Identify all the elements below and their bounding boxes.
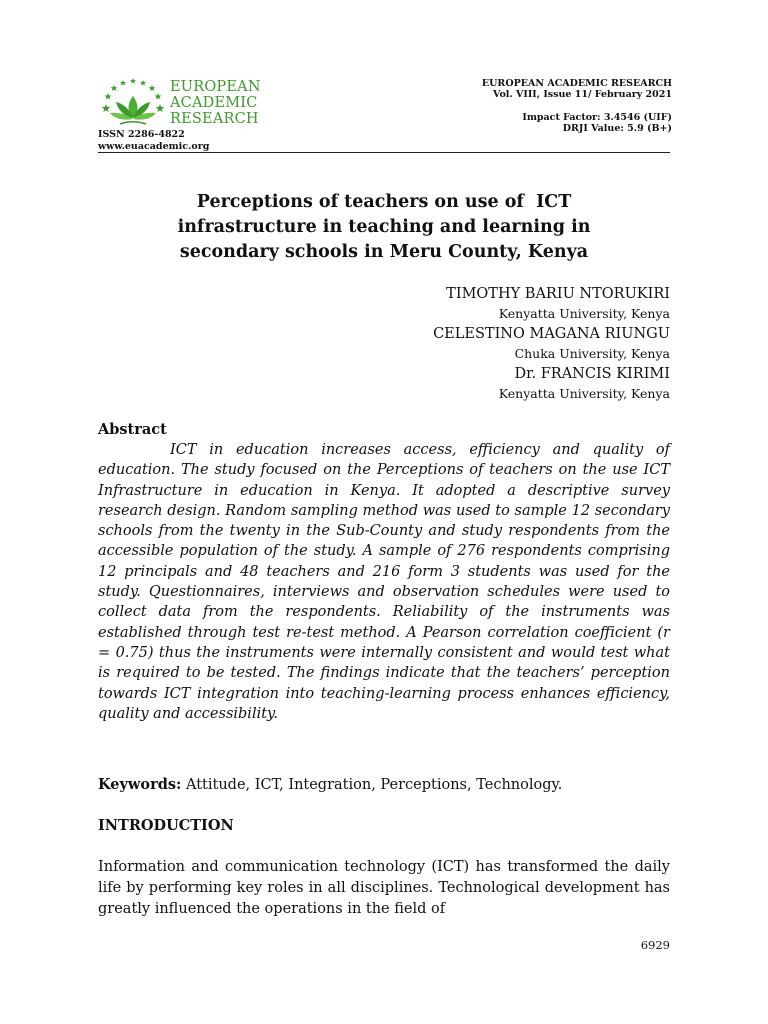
logo-line-2: ACADEMIC — [170, 95, 258, 111]
website-link[interactable]: www.euacademic.org — [98, 141, 210, 152]
logo-line-1: EUROPEAN — [170, 79, 261, 95]
drji-value: DRJI Value: 5.9 (B+) — [562, 123, 672, 134]
author-affiliation: Chuka University, Kenya — [514, 346, 670, 361]
author-name: CELESTINO MAGANA RIUNGU — [433, 326, 670, 342]
journal-info — [482, 78, 672, 134]
keywords-label: Keywords: — [98, 776, 182, 793]
impact-factor: Impact Factor: 3.4546 (UIF) — [522, 112, 672, 123]
page-header — [0, 0, 768, 160]
introduction-section — [98, 816, 670, 919]
keywords-text: Attitude, ICT, Integration, Perceptions, Technology. — [186, 777, 563, 793]
paper-title — [98, 190, 670, 265]
introduction-text: Information and communication technology (ICT) has transformed the daily life by performing key roles in all disciplines. Technological development has greatly influenced the operations in the field of — [98, 859, 670, 917]
author-list — [270, 284, 670, 404]
lotus-stars-icon — [98, 74, 168, 134]
title-line-3: secondary schools in Meru County, Kenya — [179, 242, 589, 262]
page-number: 6929 — [640, 938, 670, 952]
journal-issue: Vol. VIII, Issue 11/ February 2021 — [492, 89, 672, 100]
title-line-2: infrastructure in teaching and learning in — [177, 217, 591, 237]
keywords-line — [98, 775, 670, 795]
author-name: Dr. FRANCIS KIRIMI — [514, 366, 670, 382]
abstract-heading: Abstract — [98, 421, 167, 438]
journal-logo — [98, 74, 261, 134]
header-rule — [98, 152, 670, 153]
introduction-heading: INTRODUCTION — [98, 817, 234, 834]
author-affiliation: Kenyatta University, Kenya — [498, 386, 670, 401]
abstract-text: ICT in education increases access, efficiency and quality of education. The study focused on the Perceptions of teachers on the use ICT Infrastructure in education in Kenya. It adopted a descriptive survey research design. Random sampling method was used to sample 12 secondary schools from the twenty in the Sub-County and study respondents from the accessible population of the study. A sample of 276 respondents comprising 12 principals and 48 teachers and 216 form 3 students was used for the study. Questionnaires, interviews and observation schedules were used to collect data from the respondents. Reliability of the instruments was established through test re-test method. A Pearson correlation coefficient (r = 0.75) thus the instruments were internally consistent and would test what is required to be tested. The findings indicate that the teachers’ perception towards ICT integration into teaching-learning process enhances efficiency, quality and accessibility. — [98, 442, 670, 722]
issn: ISSN 2286-4822 — [98, 129, 185, 140]
author-affiliation: Kenyatta University, Kenya — [498, 306, 670, 321]
issn-block — [98, 129, 209, 153]
journal-name: EUROPEAN ACADEMIC RESEARCH — [481, 78, 672, 89]
abstract-section — [98, 420, 670, 724]
title-line-1: Perceptions of teachers on use of ICT — [196, 192, 572, 212]
logo-line-3: RESEARCH — [170, 111, 259, 127]
logo-wordmark — [170, 79, 261, 127]
author-name: TIMOTHY BARIU NTORUKIRI — [446, 286, 670, 302]
